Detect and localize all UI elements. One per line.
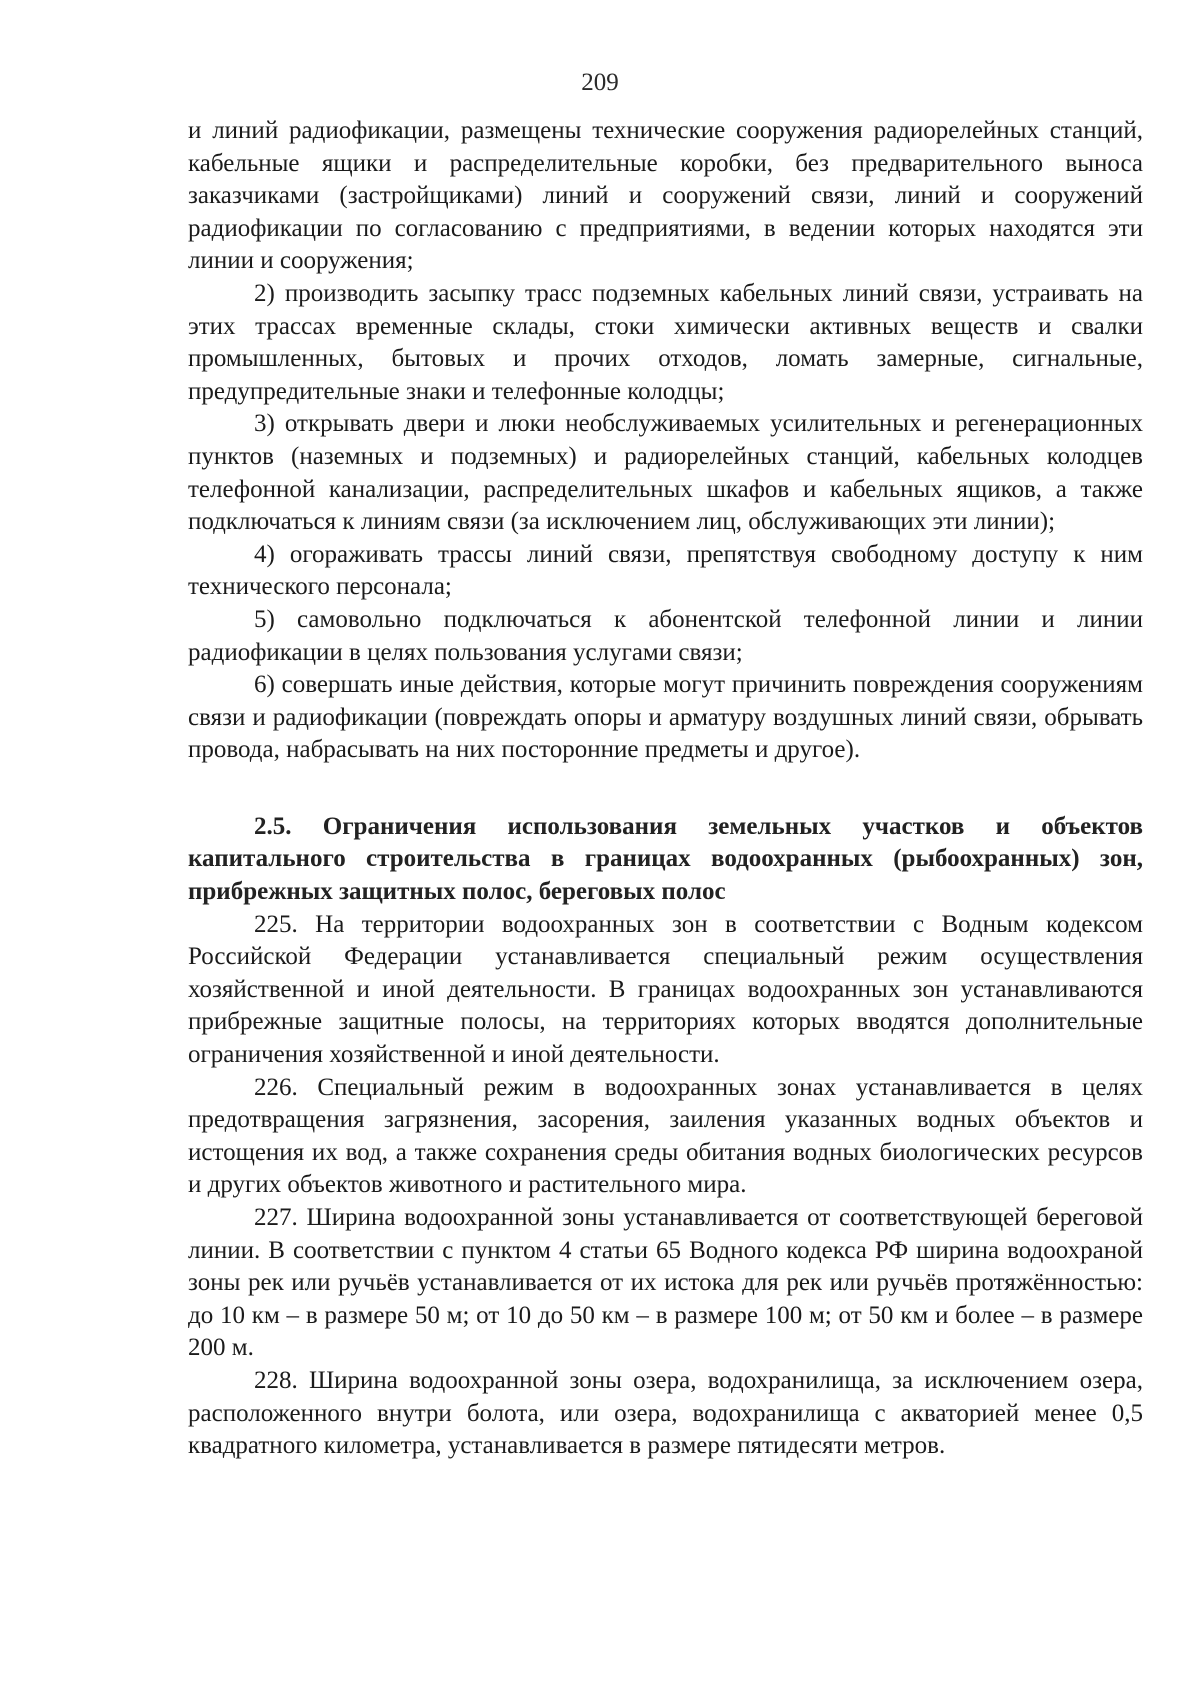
- list-item-2: 2) производить засыпку трасс подземных кабельных линий связи, устраивать на этих трассах временные склады, стоки химически активных веществ и свалки промышленных, бытовых и прочих отходов, ломать замерные, сигнальные, предупредительные знаки и телефонные колодцы;: [188, 279, 1143, 405]
- list-item-4: 4) огораживать трассы линий связи, препятствуя свободному доступу к ним технического персонала;: [188, 540, 1143, 601]
- page-number: 209: [581, 69, 619, 96]
- list-item-5: 5) самовольно подключаться к абонентской телефонной линии и линии радиофикации в целях пользования услугами связи;: [188, 605, 1143, 666]
- clause-227: 227. Ширина водоохранной зоны устанавливается от соответствующей береговой линии. В соответствии с пунктом 4 статьи 65 Водного кодекса РФ ширина водоохраной зоны рек или ручьёв устанавливается от их истока для рек или ручьёв протяжённостью: до 10 км – в размере 50 м; от 10 до 50 км – в размере 100 м; от 50 км и более – в размере 200 м.: [188, 1204, 1143, 1362]
- clause-226: 226. Специальный режим в водоохранных зонах устанавливается в целях предотвращения загрязнения, засорения, заиления указанных водных объектов и истощения их вод, а также сохранения среды обитания водных биологических ресурсов и других объектов животного и растительного мира.: [188, 1073, 1143, 1199]
- paragraph-continuation: и линий радиофикации, размещены технические сооружения радиорелейных станций, кабельные ящики и распределительные коробки, без предварительного выноса заказчиками (застройщиками) линий и сооружений связи, линий и сооружений радиофикации по согласованию с предприятиями, в ведении которых находятся эти линии и сооружения;: [188, 117, 1143, 275]
- list-item-6: 6) совершать иные действия, которые могут причинить повреждения сооружениям связи и радиофикации (повреждать опоры и арматуру воздушных линий связи, обрывать провода, набрасывать на них посторонние предметы и другое).: [188, 671, 1143, 764]
- list-item-3: 3) открывать двери и люки необслуживаемых усилительных и регенерационных пунктов (наземных и подземных) и радиорелейных станций, кабельных колодцев телефонной канализации, распределительных шкафов и кабельных ящиков, а также подключаться к линиям связи (за исключением лиц, обслуживающих эти линии);: [188, 410, 1143, 536]
- section-spacer: [188, 767, 1143, 811]
- clause-228: 228. Ширина водоохранной зоны озера, водохранилища, за исключением озера, расположенного внутри болота, или озера, водохранилища с акваторией менее 0,5 квадратного километра, устанавливается в размере пятидесяти метров.: [188, 1366, 1143, 1460]
- clause-225: 225. На территории водоохранных зон в соответствии с Водным кодексом Российской Федерации устанавливается специальный режим осуществления хозяйственной и иной деятельности. В границах водоохранных зон устанавливаются прибрежные защитные полосы, на территориях которых вводятся дополнительные ограничения хозяйственной и иной деятельности.: [188, 910, 1143, 1069]
- page-body: [188, 115, 1143, 1463]
- section-heading: 2.5. Ограничения использования земельных участков и объектов капитального строительства в границах водоохранных (рыбоохранных) зон, прибрежных защитных полос, береговых полос: [188, 812, 1143, 906]
